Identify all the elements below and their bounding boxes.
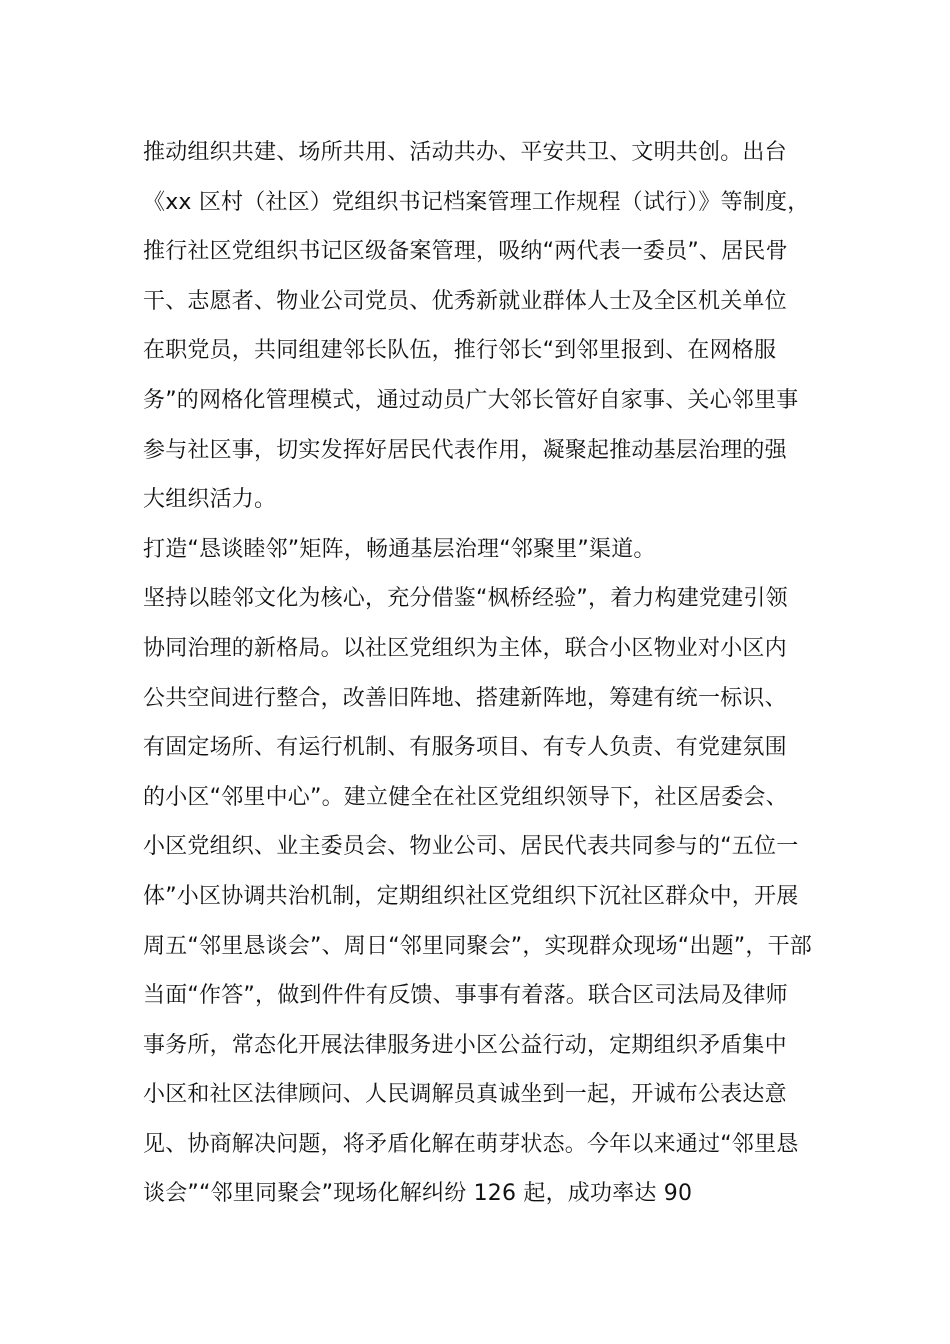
text-line: 的小区“邻里中心”。建立健全在社区党组织领导下，社区居委会、 — [143, 784, 788, 810]
text-line: 当面“作答”，做到件件有反馈、事事有着落。联合区司法局及律师 — [143, 983, 788, 1009]
text-line: 体”小区协调共治机制，定期组织社区党组织下沉社区群众中，开展 — [143, 883, 799, 909]
text-line: 协同治理的新格局。以社区党组织为主体，联合小区物业对小区内 — [143, 635, 787, 661]
text-line: 大组织活力。 — [143, 487, 277, 513]
text-line: 坚持以睦邻文化为核心，充分借鉴“枫桥经验”，着力构建党建引领 — [143, 586, 788, 612]
text-line: 干、志愿者、物业公司党员、优秀新就业群体人士及全区机关单位 — [143, 288, 787, 314]
text-line: 在职党员，共同组建邻长队伍，推行邻长“到邻里报到、在网格服 — [143, 338, 777, 364]
document-body — [143, 128, 833, 1219]
text-line: 见、协商解决问题，将矛盾化解在萌芽状态。今年以来通过“邻里恳 — [143, 1131, 799, 1157]
text-line: 推行社区党组织书记区级备案管理，吸纳“两代表一委员”、居民骨 — [143, 239, 788, 265]
text-line: 事务所，常态化开展法律服务进小区公益行动，定期组织矛盾集中 — [143, 1032, 787, 1058]
text-line: 小区党组织、业主委员会、物业公司、居民代表共同参与的“五位一 — [143, 834, 799, 860]
text-line: 推动组织共建、场所共用、活动共办、平安共卫、文明共创。出台 — [143, 140, 787, 165]
text-line: 周五“邻里恳谈会”、周日“邻里同聚会”，实现群众现场“出题”，干部 — [143, 933, 812, 959]
text-line: 小区和社区法律顾问、人民调解员真诚坐到一起，开诚布公表达意 — [143, 1082, 787, 1108]
text-line: 有固定场所、有运行机制、有服务项目、有专人负责、有党建氛围 — [143, 735, 787, 761]
text-line: 公共空间进行整合，改善旧阵地、搭建新阵地，筹建有统一标识、 — [143, 685, 787, 711]
section-heading: 打造“恳谈睦邻”矩阵，畅通基层治理“邻聚里”渠道。 — [143, 536, 656, 562]
text-line: 务”的网格化管理模式，通过动员广大邻长管好自家事、关心邻里事 — [143, 387, 799, 413]
text-line: 参与社区事，切实发挥好居民代表作用，凝聚起推动基层治理的强 — [143, 437, 787, 463]
text-line: 谈会”“邻里同聚会”现场化解纠纷 126 起，成功率达 90 — [143, 1181, 693, 1207]
paragraph-1 — [143, 128, 833, 525]
paragraph-2 — [143, 574, 833, 1219]
text-line: 《xx 区村（社区）党组织书记档案管理工作规程（试行）》等制度， — [143, 189, 810, 215]
